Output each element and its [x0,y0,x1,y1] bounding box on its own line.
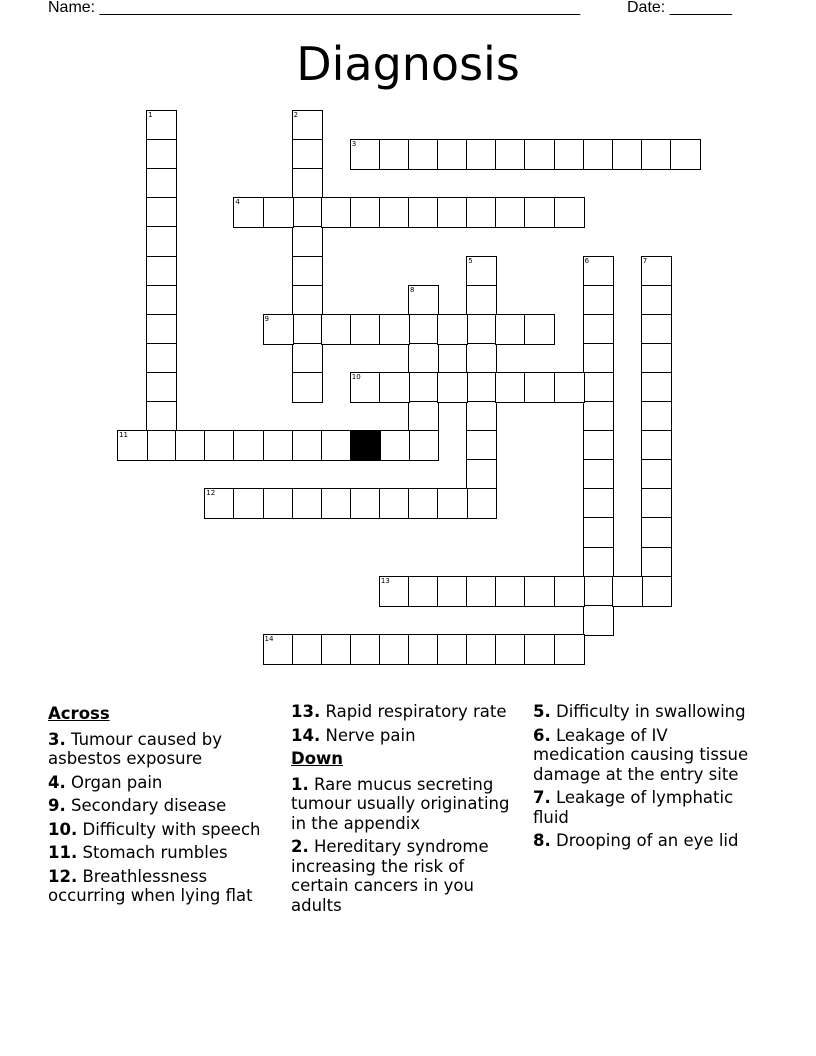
clue-number: 1 [148,111,153,119]
grid-cell[interactable] [583,401,614,432]
clue-item-number: 4. [48,772,66,792]
grid-cell[interactable] [466,576,497,607]
grid-cell[interactable] [583,372,614,403]
grid-cell[interactable] [524,314,555,345]
grid-cell[interactable] [146,285,177,316]
clue-item-text: Organ pain [71,772,163,792]
clue-item-text: Rapid respiratory rate [325,702,507,721]
clue-item [533,788,765,827]
grid-cell[interactable] [292,197,323,228]
grid-cell[interactable] [146,343,177,374]
clue-item [291,837,523,915]
grid-cell[interactable] [437,197,468,228]
grid-cell[interactable] [466,285,497,316]
grid-cell[interactable] [495,197,526,228]
grid-cell[interactable] [146,226,177,257]
grid-cell[interactable] [292,256,323,287]
grid-cell[interactable] [554,197,585,228]
grid-cell[interactable] [583,139,614,170]
grid-cell[interactable] [408,488,439,519]
grid-cell[interactable] [641,314,672,345]
across-heading: Across [48,704,110,723]
grid-cell[interactable] [641,343,672,374]
clue-item-number: 13. [291,702,321,721]
grid-cell[interactable] [583,576,614,607]
clue-item [533,831,765,851]
grid-cell[interactable] [379,139,410,170]
clue-item-text: Stomach rumbles [82,843,228,862]
grid-cell[interactable] [408,430,439,461]
grid-cell[interactable] [175,430,206,461]
grid-cell[interactable] [292,430,323,461]
grid-cell[interactable] [466,401,497,432]
grid-cell[interactable] [233,430,264,461]
grid-cell[interactable] [524,634,555,665]
clue-number: 7 [642,256,648,265]
grid-cell[interactable] [263,488,294,519]
grid-cell[interactable] [466,430,497,461]
grid-cell[interactable] [524,197,555,228]
grid-cell[interactable] [437,488,468,519]
grid-cell[interactable] [146,168,177,199]
grid-cell[interactable] [146,430,177,461]
grid-cell[interactable] [292,372,323,403]
clues-column-3 [533,702,765,855]
grid-cell[interactable] [350,139,381,170]
grid-cell[interactable] [350,634,381,665]
grid-cell[interactable] [350,372,381,403]
clue-item [533,702,765,722]
grid-cell[interactable] [408,401,439,432]
clue-number: 2 [293,111,299,119]
grid-cell[interactable] [146,256,177,287]
grid-cell[interactable] [495,139,526,170]
grid-cell[interactable] [583,605,614,636]
grid-cell[interactable] [495,576,526,607]
clue-item [291,775,523,834]
clue-number: 13 [380,576,390,585]
clue-item-text: Rare mucus secreting tumour usually originating in the appendix [291,774,510,833]
clue-item-number: 5. [533,702,551,721]
grid-cell[interactable] [379,314,410,345]
clue-item [48,773,280,793]
grid-cell[interactable] [466,314,497,345]
date-label: Date: [627,0,666,16]
grid-cell[interactable] [583,256,614,287]
grid-cell[interactable] [554,576,585,607]
grid-cell[interactable] [321,197,352,228]
grid-cell[interactable] [233,488,264,519]
grid-cell[interactable] [641,576,672,607]
grid-cell[interactable] [495,314,526,345]
grid-cell[interactable] [321,430,352,461]
grid-cell[interactable] [292,488,323,519]
grid-cell[interactable] [321,314,352,345]
clue-item-number: 6. [533,725,551,745]
grid-cell[interactable] [204,488,235,519]
grid-cell[interactable] [612,576,643,607]
grid-cell[interactable] [641,372,672,403]
clue-item-text: Leakage of IV medication causing tissue damage at the entry site [533,725,749,784]
grid-cell[interactable] [350,488,381,519]
clue-number: 11 [119,431,128,440]
grid-cell[interactable] [466,256,497,287]
grid-cell[interactable] [495,634,526,665]
grid-cell[interactable] [408,197,439,228]
grid-cell[interactable] [437,576,468,607]
grid-cell[interactable] [408,139,439,170]
clue-item [48,820,280,840]
grid-cell[interactable] [146,139,177,170]
grid-cell[interactable] [554,139,585,170]
clue-item-number: 10. [48,819,78,839]
clue-item-text: Drooping of an eye lid [556,831,739,850]
grid-cell[interactable] [292,285,323,316]
grid-cell[interactable] [641,488,672,519]
name-label: Name: [48,0,96,16]
grid-cell[interactable] [641,547,672,578]
grid-cell[interactable] [379,576,410,607]
grid-cell[interactable] [379,634,410,665]
grid-cell[interactable] [583,459,614,490]
clue-item-number: 7. [533,788,551,807]
grid-cell[interactable] [437,372,468,403]
clue-number: 14 [264,634,274,643]
clue-item-number: 11. [48,843,78,862]
clue-item-text: Difficulty in swallowing [556,702,746,721]
grid-cell[interactable] [379,197,410,228]
grid-cell[interactable] [583,547,614,578]
clue-number: 3 [351,140,357,149]
clue-number: 12 [206,489,216,498]
grid-cell[interactable] [292,226,323,257]
clues-column-2 [291,702,523,919]
grid-cell[interactable] [612,139,643,170]
clue-item-number: 12. [48,866,78,886]
clue-item [533,726,765,785]
grid-cell[interactable] [408,314,439,345]
grid-cell[interactable] [554,634,585,665]
name-line[interactable]: ______________________________________________________ [99,0,581,16]
grid-cell[interactable] [583,343,614,374]
grid-cell[interactable] [146,372,177,403]
grid-cell[interactable] [641,459,672,490]
grid-cell[interactable] [350,314,381,345]
grid-cell[interactable] [379,430,410,461]
clue-number: 10 [351,372,361,381]
clue-item [48,796,280,816]
grid-cell[interactable] [408,634,439,665]
grid-cell[interactable] [263,314,294,345]
clue-item [48,867,280,906]
grid-cell[interactable] [146,314,177,345]
clue-item-text: Breathlessness occurring when lying flat [48,866,253,905]
grid-cell[interactable] [117,430,148,461]
clue-item-number: 3. [48,729,66,749]
grid-cell[interactable] [583,488,614,519]
down-heading: Down [291,749,344,768]
clue-item-text: Hereditary syndrome increasing the risk of certain cancers in you adults [291,837,489,915]
grid-cell[interactable] [233,197,264,228]
grid-cell[interactable] [321,634,352,665]
grid-cell[interactable] [495,372,526,403]
clue-item-number: 8. [533,831,551,850]
grid-cell[interactable] [292,314,323,345]
grid-cell[interactable] [408,285,439,316]
grid-cell[interactable] [437,139,468,170]
clue-item-text: Tumour caused by asbestos exposure [48,729,223,768]
grid-cell[interactable] [379,488,410,519]
clue-item [291,726,523,746]
grid-cell[interactable] [437,314,468,345]
black-cell [350,430,381,461]
grid-cell[interactable] [263,634,294,665]
grid-cell[interactable] [670,139,701,170]
grid-cell[interactable] [466,372,497,403]
grid-cell[interactable] [583,314,614,345]
grid-cell[interactable] [466,139,497,170]
grid-cell[interactable] [292,168,323,199]
clue-item-number: 14. [291,725,321,745]
clue-number: 4 [235,198,240,207]
grid-cell[interactable] [263,197,294,228]
grid-cell[interactable] [292,343,323,374]
clue-item-number: 9. [48,796,66,815]
grid-cell[interactable] [408,343,439,374]
grid-cell[interactable] [350,197,381,228]
clue-item-text: Leakage of lymphatic fluid [533,788,734,827]
grid-cell[interactable] [524,139,555,170]
grid-cell[interactable] [583,517,614,548]
grid-cell[interactable] [524,576,555,607]
clue-number: 9 [264,314,269,323]
grid-cell[interactable] [641,139,672,170]
clue-item-number: 2. [291,837,309,856]
clue-item-number: 1. [291,774,309,794]
grid-cell[interactable] [146,197,177,228]
clue-item [291,702,523,722]
clue-item [48,730,280,769]
page-title: Diagnosis [296,37,520,91]
grid-cell[interactable] [263,430,294,461]
grid-cell[interactable] [466,634,497,665]
grid-cell[interactable] [292,634,323,665]
clue-item [48,843,280,863]
grid-cell[interactable] [466,197,497,228]
grid-cell[interactable] [408,372,439,403]
grid-cell[interactable] [204,430,235,461]
grid-cell[interactable] [641,285,672,316]
clue-item-text: Difficulty with speech [82,819,261,839]
grid-cell[interactable] [146,110,177,141]
grid-cell[interactable] [583,430,614,461]
clues-column-1 [48,702,280,910]
clue-number: 8 [410,285,415,294]
grid-cell[interactable] [292,139,323,170]
grid-cell[interactable] [437,634,468,665]
grid-cell[interactable] [641,517,672,548]
grid-cell[interactable] [641,430,672,461]
grid-cell[interactable] [466,459,497,490]
grid-cell[interactable] [524,372,555,403]
clue-number: 5 [468,256,473,265]
grid-cell[interactable] [583,285,614,316]
grid-cell[interactable] [408,576,439,607]
grid-cell[interactable] [641,401,672,432]
date-line[interactable]: _______ [669,0,732,16]
grid-cell[interactable] [321,488,352,519]
grid-cell[interactable] [641,256,672,287]
grid-cell[interactable] [466,488,497,519]
grid-cell[interactable] [379,372,410,403]
clue-item-text: Nerve pain [325,725,416,745]
clue-item-text: Secondary disease [71,796,227,815]
clue-number: 6 [584,256,590,265]
grid-cell[interactable] [554,372,585,403]
grid-cell[interactable] [292,110,323,141]
grid-cell[interactable] [146,401,177,432]
grid-cell[interactable] [466,343,497,374]
